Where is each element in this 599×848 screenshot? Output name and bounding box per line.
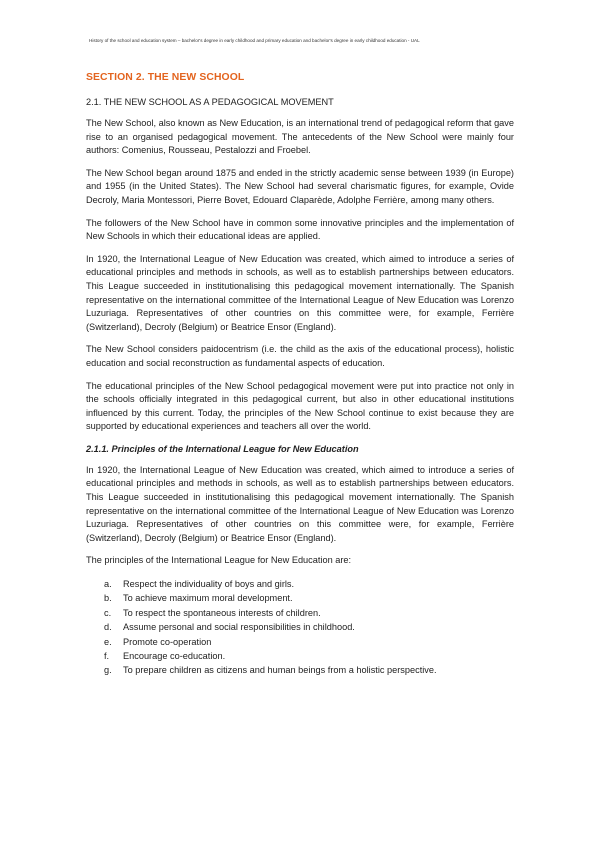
list-item-text: Assume personal and social responsibilities in childhood.: [123, 622, 355, 633]
list-item-text: To respect the spontaneous interests of children.: [123, 607, 321, 618]
list-item-letter: d.: [104, 622, 112, 633]
paragraph-practice: The educational principles of the New School pedagogical movement were put into practice not only in the schools officially integrated in this pedagogical current, but also in other educational institutions influenced by this current. Today, the principles of the New School continue to exist because they are supported by educational experiences and teachers all over the world.: [86, 380, 514, 432]
list-item: [104, 649, 514, 663]
subsection-title: 2.1. THE NEW SCHOOL AS A PEDAGOGICAL MOVEMENT: [86, 97, 334, 107]
list-item-letter: g.: [104, 665, 112, 676]
list-item-letter: b.: [104, 593, 112, 604]
list-item-text: Respect the individuality of boys and girls.: [123, 579, 295, 590]
paragraph-paidocentrism: The New School considers paidocentrism (i.e. the child as the axis of the educational process), holistic education and social reconstruction as fundamental aspects of education.: [86, 344, 514, 368]
list-item-text: To achieve maximum moral development.: [123, 593, 293, 604]
section-title: SECTION 2. THE NEW SCHOOL: [86, 72, 245, 83]
principles-list: [86, 577, 514, 678]
list-item-letter: c.: [104, 607, 112, 618]
list-item: [104, 635, 514, 649]
subsubsection-title: 2.1.1. Principles of the International League for New Education: [86, 443, 359, 454]
list-item-letter: e.: [104, 636, 112, 647]
list-item-letter: f.: [104, 651, 110, 662]
paragraph-league-repeat: In 1920, the International League of New Education was created, which aimed to introduce a series of educational principles and methods in schools, as well as to establish partnerships between educators. This League succeeded in institutionalising this pedagogical movement internationally. The Spanish representative on the international committee of the International League of New Education was Lorenzo Luzuriaga. Representatives of other countries on this committee were, for example, Ferrière (Switzerland), Decroly (Belgium) or Beatrice Ensor (England).: [86, 464, 514, 543]
list-item-letter: a.: [104, 579, 112, 590]
list-item-text: To prepare children as citizens and human beings from a holistic perspective.: [123, 665, 437, 676]
list-item: [104, 663, 514, 677]
paragraph-principles-intro: The principles of the International League for New Education are:: [86, 555, 352, 566]
list-item: [104, 591, 514, 605]
list-item: [104, 620, 514, 634]
paragraph-intro: The New School, also known as New Education, is an international trend of pedagogical reform that gave rise to an organised pedagogical movement. The antecedents of the New School were mainly four authors: Comenius, Rousseau, Pestalozzi and Froebel.: [86, 118, 514, 156]
list-item: [104, 606, 514, 620]
paragraph-followers: The followers of the New School have in common some innovative principles and the implementation of New Schools in which their educational ideas are applied.: [86, 217, 514, 242]
paragraph-history: The New School began around 1875 and ended in the strictly academic sense between 1939 (in Europe) and 1955 (in the United States). The New School had several charismatic figures, for example, Ovide Decroly, Maria Montessori, Pierre Bovet, Edouard Claparède, Adolphe Ferrière, among many others.: [86, 167, 514, 205]
list-item-text: Encourage co-education.: [123, 651, 226, 662]
page-content: [86, 72, 514, 678]
running-header: History of the school and education system – bachelor's degree in early childhood and primary education and bachelor's degree in early childhood education - UAL: [89, 38, 420, 43]
list-item-text: Promote co-operation: [123, 636, 212, 647]
paragraph-league: In 1920, the International League of New Education was created, which aimed to introduce a series of educational principles and methods in schools, as well as to establish partnerships between educators. This League succeeded in institutionalising this pedagogical movement internationally. The Spanish representative on the international committee of the International League of New Education was Lorenzo Luzuriaga. Representatives of other countries on this committee were, for example, Ferrière (Switzerland), Decroly (Belgium) or Beatrice Ensor (England).: [86, 253, 514, 332]
list-item: [104, 577, 514, 591]
